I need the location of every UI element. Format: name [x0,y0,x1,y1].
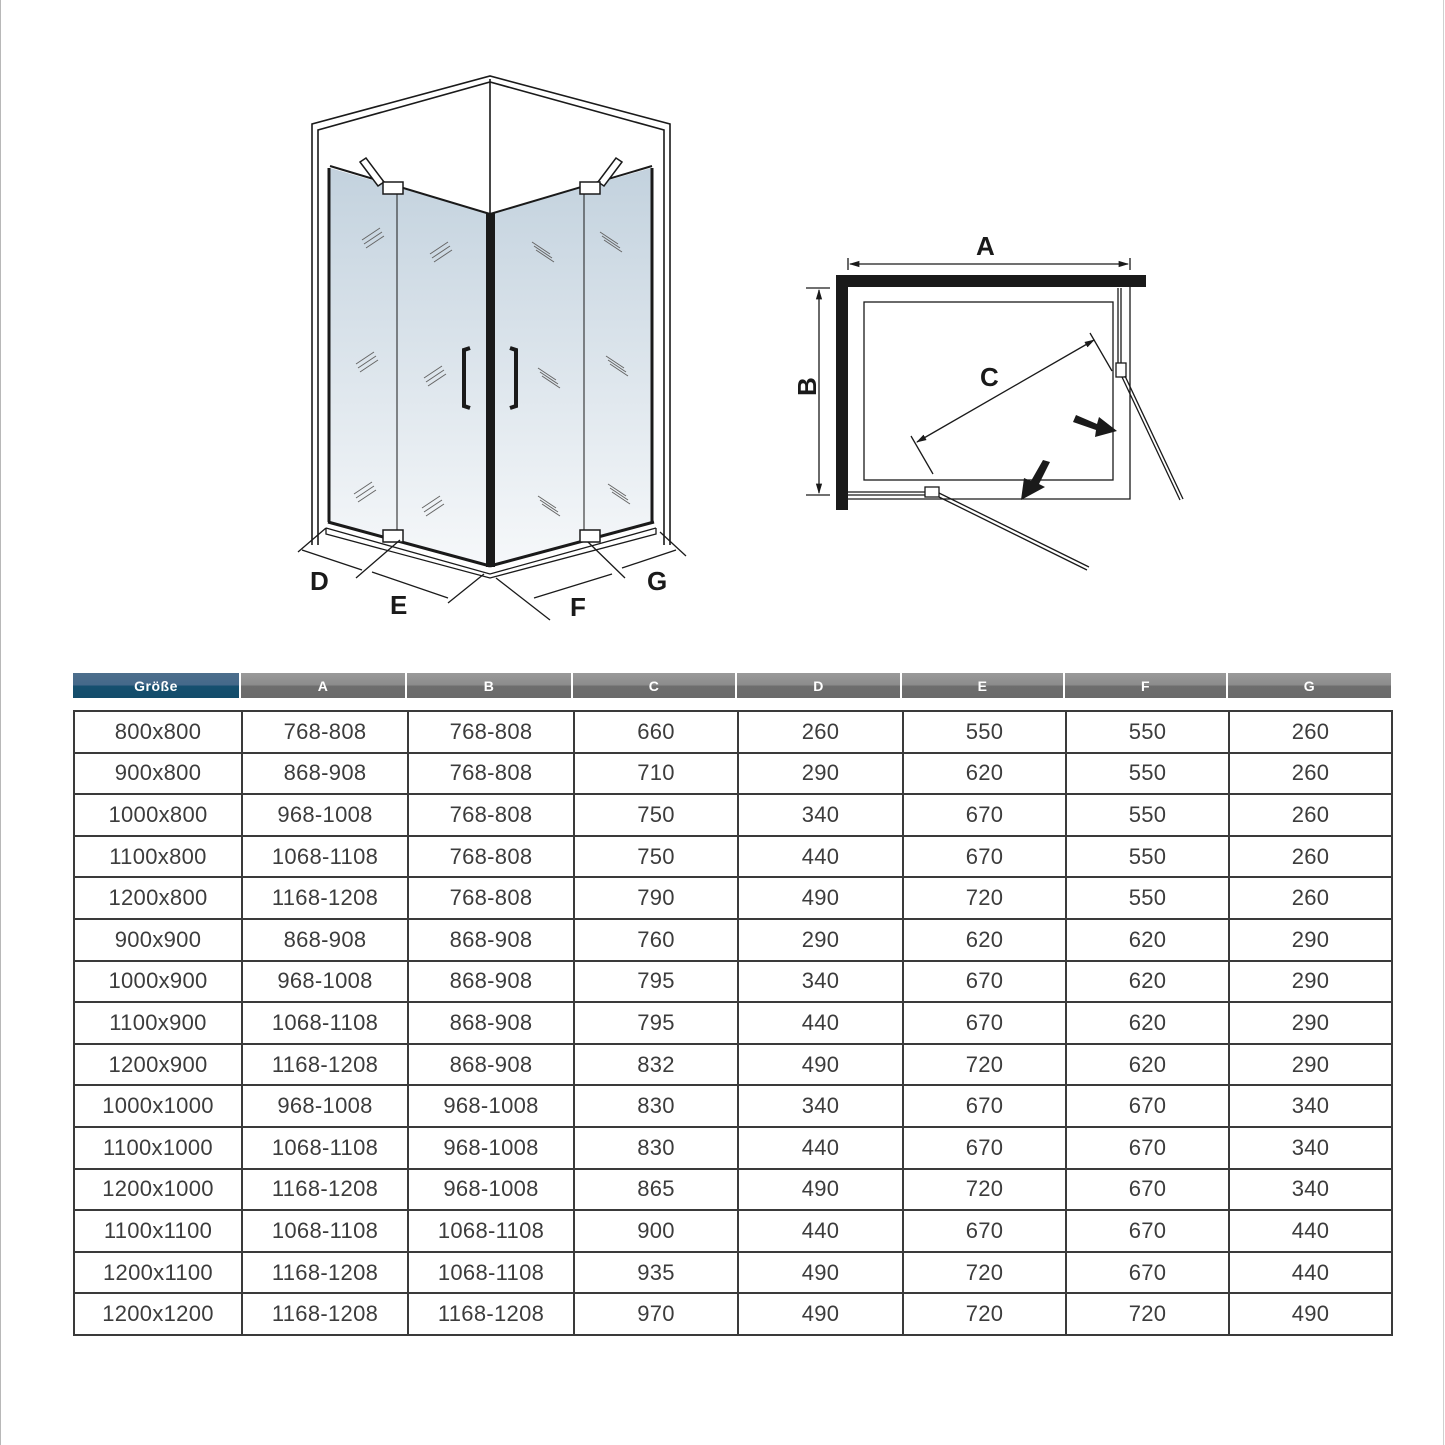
cell-e: 670 [903,794,1066,836]
header-a: A [241,673,407,698]
cell-a: 968-1008 [242,794,408,836]
dimension-label-g: G [647,566,668,596]
header-f: F [1065,673,1228,698]
cell-d: 490 [738,877,903,919]
cell-e: 720 [903,1252,1066,1294]
cell-c: 865 [574,1169,738,1211]
cell-a: 868-908 [242,753,408,795]
cell-size: 1100x900 [74,1002,242,1044]
cell-g: 290 [1229,919,1392,961]
cell-c: 710 [574,753,738,795]
cell-d: 490 [738,1293,903,1335]
cell-size: 900x900 [74,919,242,961]
cell-a: 1068-1108 [242,1002,408,1044]
cell-d: 260 [738,711,903,753]
cell-d: 440 [738,836,903,878]
table-row [74,1169,1392,1211]
cell-c: 832 [574,1044,738,1086]
table-row [74,711,1392,753]
cell-d: 340 [738,794,903,836]
cell-e: 620 [903,919,1066,961]
cell-d: 290 [738,919,903,961]
dimension-label-f: F [570,592,586,622]
header-d: D [737,673,902,698]
cell-f: 720 [1066,1293,1229,1335]
dimension-label-c: C [980,362,999,392]
cell-size: 1200x1000 [74,1169,242,1211]
cell-size: 1000x800 [74,794,242,836]
cell-b: 868-908 [408,1002,574,1044]
cell-d: 440 [738,1002,903,1044]
cell-c: 830 [574,1085,738,1127]
cell-b: 1168-1208 [408,1293,574,1335]
table-row [74,794,1392,836]
cell-e: 670 [903,1210,1066,1252]
cell-b: 768-808 [408,877,574,919]
cell-a: 1168-1208 [242,1169,408,1211]
shower-perspective-diagram [290,70,700,630]
cell-b: 868-908 [408,919,574,961]
image-border-left [0,0,1,1445]
dimension-label-d: D [310,566,329,596]
cell-b: 868-908 [408,1044,574,1086]
table-row [74,1085,1392,1127]
cell-g: 340 [1229,1127,1392,1169]
size-table [73,710,1393,1336]
cell-g: 290 [1229,1002,1392,1044]
header-b: B [407,673,573,698]
cell-e: 620 [903,753,1066,795]
cell-d: 440 [738,1210,903,1252]
cell-f: 670 [1066,1085,1229,1127]
cell-a: 768-808 [242,711,408,753]
cell-f: 620 [1066,919,1229,961]
cell-size: 1100x800 [74,836,242,878]
cell-b: 768-808 [408,711,574,753]
table-row [74,1210,1392,1252]
cell-e: 550 [903,711,1066,753]
cell-size: 1200x1100 [74,1252,242,1294]
cell-size: 1100x1100 [74,1210,242,1252]
cell-c: 830 [574,1127,738,1169]
cell-a: 868-908 [242,919,408,961]
table-row [74,1127,1392,1169]
cell-a: 1168-1208 [242,1252,408,1294]
cell-d: 490 [738,1252,903,1294]
cell-c: 970 [574,1293,738,1335]
cell-size: 1200x900 [74,1044,242,1086]
cell-a: 1068-1108 [242,1210,408,1252]
cell-e: 670 [903,836,1066,878]
cell-e: 720 [903,1293,1066,1335]
header-size: Größe [73,673,241,698]
cell-g: 290 [1229,1044,1392,1086]
table-row [74,919,1392,961]
image-border-right [1443,0,1444,1445]
cell-d: 440 [738,1127,903,1169]
cell-g: 260 [1229,877,1392,919]
cell-b: 968-1008 [408,1127,574,1169]
cell-d: 490 [738,1169,903,1211]
table-row [74,1252,1392,1294]
cell-g: 260 [1229,753,1392,795]
cell-g: 260 [1229,836,1392,878]
header-g: G [1228,673,1391,698]
cell-a: 968-1008 [242,1085,408,1127]
cell-c: 760 [574,919,738,961]
cell-size: 900x800 [74,753,242,795]
dimension-c [911,333,1112,474]
table-row [74,1002,1392,1044]
cell-e: 670 [903,961,1066,1003]
cell-a: 968-1008 [242,961,408,1003]
size-table-header [73,673,1391,698]
cell-f: 620 [1066,1044,1229,1086]
cell-f: 550 [1066,794,1229,836]
table-row [74,753,1392,795]
cell-c: 750 [574,794,738,836]
cell-size: 800x800 [74,711,242,753]
header-e: E [902,673,1065,698]
cell-f: 550 [1066,877,1229,919]
dimension-label-a: A [976,231,995,261]
cell-d: 340 [738,1085,903,1127]
walls [836,275,1146,510]
cell-a: 1068-1108 [242,836,408,878]
cell-d: 340 [738,961,903,1003]
cell-f: 670 [1066,1210,1229,1252]
cell-c: 900 [574,1210,738,1252]
cell-d: 290 [738,753,903,795]
cell-b: 768-808 [408,753,574,795]
table-row [74,836,1392,878]
cell-g: 260 [1229,794,1392,836]
cell-f: 550 [1066,836,1229,878]
cell-g: 260 [1229,711,1392,753]
cell-size: 1100x1000 [74,1127,242,1169]
cell-size: 1000x900 [74,961,242,1003]
size-table-body [74,711,1392,1335]
hinged-doors [848,288,1183,570]
dimension-label-e: E [390,590,408,620]
table-row [74,877,1392,919]
cell-f: 620 [1066,961,1229,1003]
cell-f: 550 [1066,753,1229,795]
cell-e: 670 [903,1085,1066,1127]
cell-b: 1068-1108 [408,1252,574,1294]
cell-e: 720 [903,877,1066,919]
table-row [74,1044,1392,1086]
cell-e: 720 [903,1169,1066,1211]
cell-size: 1200x800 [74,877,242,919]
header-c: C [573,673,737,698]
table-row [74,1293,1392,1335]
shower-plan-diagram [780,225,1200,585]
cell-b: 768-808 [408,794,574,836]
cell-e: 670 [903,1002,1066,1044]
tray-outline [848,287,1130,499]
cell-e: 720 [903,1044,1066,1086]
cell-b: 968-1008 [408,1085,574,1127]
cell-b: 1068-1108 [408,1210,574,1252]
cell-g: 490 [1229,1293,1392,1335]
cell-a: 1068-1108 [242,1127,408,1169]
cell-c: 795 [574,1002,738,1044]
cell-a: 1168-1208 [242,877,408,919]
cell-a: 1168-1208 [242,1293,408,1335]
cell-size: 1000x1000 [74,1085,242,1127]
cell-f: 550 [1066,711,1229,753]
opening-direction-arrows [1021,415,1117,500]
cell-f: 670 [1066,1127,1229,1169]
cell-f: 670 [1066,1169,1229,1211]
cell-g: 340 [1229,1085,1392,1127]
cell-c: 790 [574,877,738,919]
cell-c: 660 [574,711,738,753]
cell-g: 290 [1229,961,1392,1003]
cell-e: 670 [903,1127,1066,1169]
cell-g: 440 [1229,1252,1392,1294]
cell-b: 768-808 [408,836,574,878]
cell-a: 1168-1208 [242,1044,408,1086]
table-row [74,961,1392,1003]
cell-d: 490 [738,1044,903,1086]
cell-c: 935 [574,1252,738,1294]
cell-f: 620 [1066,1002,1229,1044]
cell-c: 750 [574,836,738,878]
cell-g: 340 [1229,1169,1392,1211]
cell-g: 440 [1229,1210,1392,1252]
dimension-label-b: B [792,377,822,396]
corner-post [487,214,494,566]
cell-c: 795 [574,961,738,1003]
cell-size: 1200x1200 [74,1293,242,1335]
cell-b: 968-1008 [408,1169,574,1211]
cell-b: 868-908 [408,961,574,1003]
cell-f: 670 [1066,1252,1229,1294]
